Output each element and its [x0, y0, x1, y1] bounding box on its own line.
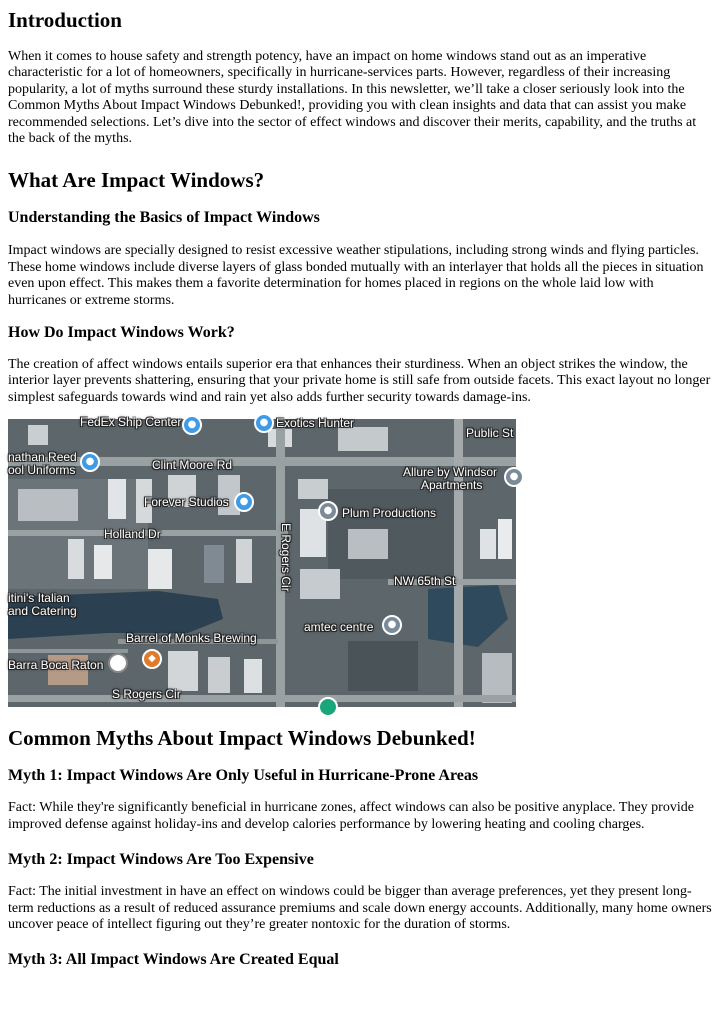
map-pin-brewing-icon: ◆ — [142, 649, 162, 669]
map-label-allure: Allure by Windsor — [403, 465, 498, 480]
map-label-barra: Barra Boca Raton — [8, 658, 104, 673]
satellite-map-image — [8, 415, 519, 707]
map-label-clint-moore: Clint Moore Rd — [152, 458, 233, 473]
map-label-barrel: Barrel of Monks Brewing — [126, 631, 257, 646]
myths-heading: Common Myths About Impact Windows Debunked! — [8, 726, 476, 751]
map-label-apartments: Apartments — [421, 478, 483, 493]
map-pin-plum-icon: ● — [318, 501, 338, 521]
map-label-uniforms: ool Uniforms — [8, 463, 76, 478]
map-label-nw65: NW 65th St — [394, 574, 456, 589]
intro-heading: Introduction — [8, 8, 122, 32]
map-label-reed: nathan Reed — [8, 450, 77, 465]
myth-1-heading: Myth 1: Impact Windows Are Only Useful in Hurricane-Prone Areas — [8, 767, 479, 785]
how-heading: How Do Impact Windows Work? — [8, 324, 235, 342]
road-s-rogers — [8, 695, 516, 702]
map-label-plum: Plum Productions — [342, 506, 437, 521]
map-label-holland: Holland Dr — [104, 527, 161, 542]
map-pin-uniforms-icon: ● — [80, 452, 100, 472]
map-pin-forever-icon: ● — [234, 492, 254, 512]
map-label-forever: Forever Studios — [144, 495, 229, 510]
map-pin-amtec-icon: ● — [382, 615, 402, 635]
map-label-amtec: amtec centre — [304, 620, 374, 635]
map-label-catering: and Catering — [8, 604, 77, 619]
map-label-public: Public St — [466, 426, 514, 441]
map-label-s-rogers: S Rogers Cir — [112, 687, 181, 702]
map-pin-bottom-icon — [318, 697, 338, 717]
myth-1-paragraph: Fact: While they're significantly beneficial in hurricane zones, affect windows can also be positive anyplace. They provide improved defense against holiday-ins and develop calories performance by lowering heating and cooling charges. — [8, 800, 694, 832]
basics-paragraph: Impact windows are specially designed to resist excessive weather stipulations, including strong winds and flying particles. These home windows include diverse layers of glass bonded mutually with an interlayer that holds all the pieces in situation even upon effect. This makes them a favorite determination for homes placed in regions on the whole laid low with hurricanes or extreme storms. — [8, 243, 704, 308]
map-pin-allure-icon: ● — [504, 467, 524, 487]
map-label-e-rogers: E Rogers Cir — [279, 523, 293, 592]
intro-paragraph: When it comes to house safety and strength potency, have an impact on home windows stand out as an imperative characteristic for a lot of homeowners, specifically in hurricane-services parts. However, regardless of their increasing popularity, a lot of myths surround these sturdy installations. In this newsletter, we’ll take a closer seriously look into the Common Myths About Impact Windows Debunked!, providing you with clean insights and data that can assist you make recommended selections. Let’s dive into the sector of effect windows and discover their merits, capability, and the truths at the back of the myths. — [8, 49, 697, 147]
map-pin-exotics-icon: ● — [254, 413, 274, 433]
what-heading: What Are Impact Windows? — [8, 168, 265, 193]
map-label-exotics: Exotics Hunter — [276, 416, 355, 431]
myth-3-heading: Myth 3: All Impact Windows Are Created Equal — [8, 951, 339, 969]
road-right — [454, 419, 463, 707]
myth-2-heading: Myth 2: Impact Windows Are Too Expensive — [8, 851, 314, 869]
myth-2-paragraph: Fact: The initial investment in have an effect on windows could be bigger than average preferences, yet they present long-term reductions as a result of reduced assurance premiums and scale down energy accounts. Additionally, many home owners uncover peace of intellect figuring out they’re greater nontoxic for the duration of storms. — [8, 884, 712, 932]
map-label-fedex: FedEx Ship Center — [80, 415, 182, 430]
basics-heading: Understanding the Basics of Impact Windows — [8, 209, 320, 227]
map-pin-fedex-icon: ● — [182, 415, 202, 435]
map-label-italian: itini's Italian — [8, 591, 70, 606]
how-paragraph: The creation of affect windows entails superior era that enhances their sturdiness. When an object strikes the window, the interior layer prevents shattering, ensuring that your private home is still safe from outside facets. This exact layout no longer simplest safeguards towards wind and rain yet also adds further security towards damage-ins. — [8, 357, 711, 405]
